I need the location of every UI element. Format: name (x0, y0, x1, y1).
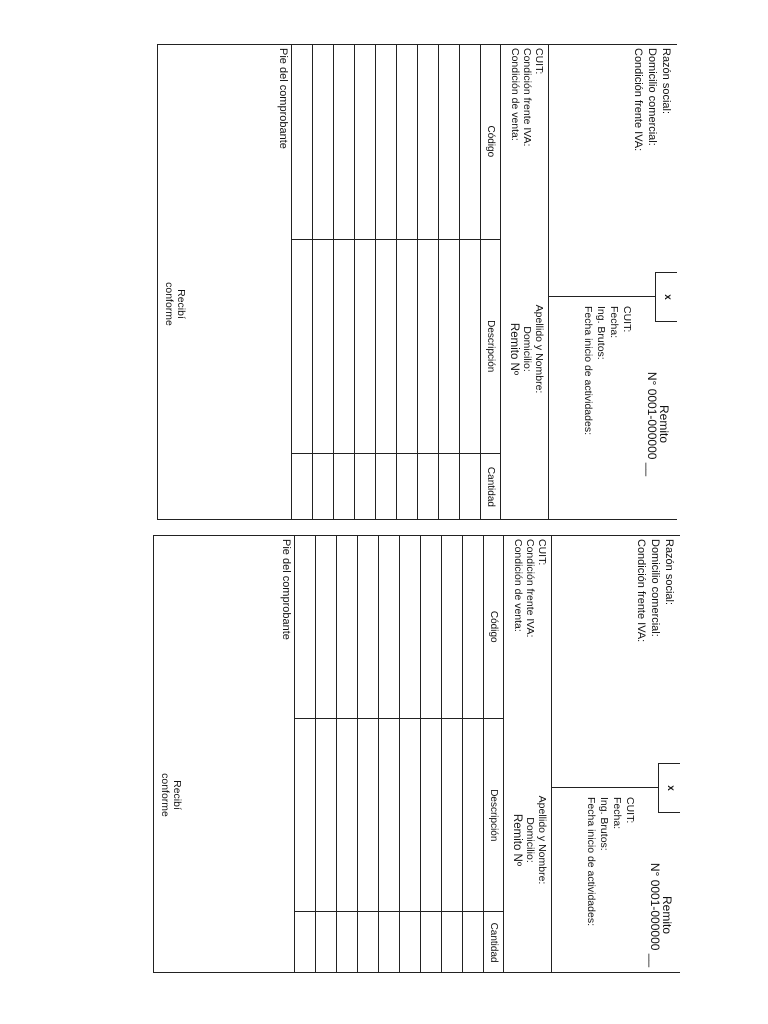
recibi-conforme (163, 204, 187, 404)
issuer-right-fields (584, 797, 636, 926)
table-row (418, 44, 439, 520)
client-condicion-iva: Condición frente IVA: (521, 48, 533, 147)
remito-number: N° 0001-000000 __ (648, 862, 662, 968)
table-row (337, 535, 358, 973)
items-table (298, 535, 504, 973)
invoice-type-box: x (655, 272, 677, 322)
issuer-fecha: Fecha: (611, 797, 623, 830)
cell-codigo[interactable] (442, 535, 463, 719)
issuer-razon-social: Razón social: (663, 539, 675, 606)
column-cantidad: Cantidad (481, 453, 502, 520)
cell-descripcion[interactable] (337, 719, 358, 912)
client-left-fields (509, 48, 545, 146)
items-table (295, 44, 501, 520)
cell-cantidad[interactable] (442, 912, 463, 973)
remito-no-label: Remito Nº (511, 813, 523, 867)
issuer-condicion-iva: Condición frente IVA: (632, 48, 644, 152)
client-cuit: CUIT: (536, 539, 548, 566)
cell-descripcion[interactable] (358, 719, 379, 912)
cell-codigo[interactable] (463, 535, 484, 719)
issuer-domicilio: Domicilio comercial: (649, 539, 661, 637)
issuer-razon-social: Razón social: (660, 48, 672, 115)
cell-descripcion[interactable] (316, 719, 337, 912)
issuer-fecha: Fecha: (608, 306, 620, 339)
cell-codigo[interactable] (400, 535, 421, 719)
cell-cantidad[interactable] (400, 912, 421, 973)
client-condicion-venta: Condición de venta: (509, 48, 521, 141)
cell-codigo[interactable] (397, 44, 418, 239)
table-row (313, 44, 334, 520)
cell-descripcion[interactable] (397, 239, 418, 453)
recibi-line-1: Recibí (171, 780, 183, 810)
table-row (316, 535, 337, 973)
remito-no-label: Remito Nº (508, 322, 520, 376)
cell-codigo[interactable] (358, 535, 379, 719)
table-row (397, 44, 418, 520)
issuer-ing-brutos: Ing. Brutos: (598, 797, 610, 851)
cell-descripcion[interactable] (313, 239, 334, 453)
cell-descripcion[interactable] (442, 719, 463, 912)
cell-cantidad[interactable] (379, 912, 400, 973)
client-cuit: CUIT: (533, 48, 545, 75)
remito-form-top (157, 44, 677, 520)
cell-cantidad[interactable] (460, 453, 481, 520)
cell-codigo[interactable] (418, 44, 439, 239)
cell-cantidad[interactable] (334, 453, 355, 520)
header-divider (552, 787, 658, 788)
issuer-fields (634, 539, 676, 642)
form-header (551, 535, 680, 973)
cell-codigo[interactable] (313, 44, 334, 239)
issuer-right-fields (581, 306, 633, 435)
cell-descripcion[interactable] (400, 719, 421, 912)
client-domicilio: Domicilio: (521, 326, 533, 372)
cell-descripcion[interactable] (463, 719, 484, 912)
cell-codigo[interactable] (439, 44, 460, 239)
table-row (355, 44, 376, 520)
client-apellido-nombre: Apellido y Nombre: (536, 795, 548, 885)
issuer-condicion-iva: Condición frente IVA: (635, 539, 647, 643)
cell-codigo[interactable] (376, 44, 397, 239)
issuer-cuit: CUIT: (624, 797, 636, 824)
table-row (463, 535, 484, 973)
issuer-ing-brutos: Ing. Brutos: (595, 306, 607, 360)
cell-codigo[interactable] (334, 44, 355, 239)
cell-descripcion[interactable] (439, 239, 460, 453)
cell-descripcion[interactable] (376, 239, 397, 453)
form-footer (153, 535, 298, 973)
table-row (439, 44, 460, 520)
cell-codigo[interactable] (460, 44, 481, 239)
cell-cantidad[interactable] (337, 912, 358, 973)
column-descripcion: Descripción (484, 719, 505, 912)
items-header-row (481, 44, 502, 520)
column-codigo: Código (481, 44, 502, 239)
client-condicion-venta: Condición de venta: (512, 539, 524, 632)
cell-descripcion[interactable] (379, 719, 400, 912)
remito-title: Remito (660, 895, 674, 934)
cell-descripcion[interactable] (421, 719, 442, 912)
client-condicion-iva: Condición frente IVA: (524, 539, 536, 638)
client-domicilio: Domicilio: (524, 817, 536, 863)
client-block (503, 535, 552, 973)
table-row (421, 535, 442, 973)
cell-codigo[interactable] (421, 535, 442, 719)
cell-cantidad[interactable] (355, 453, 376, 520)
issuer-domicilio: Domicilio comercial: (646, 48, 658, 146)
table-row (400, 535, 421, 973)
cell-cantidad[interactable] (376, 453, 397, 520)
cell-cantidad[interactable] (421, 912, 442, 973)
cell-descripcion[interactable] (460, 239, 481, 453)
recibi-line-2: conforme (163, 282, 175, 326)
recibi-line-1: Recibí (175, 289, 187, 319)
client-left-fields (512, 539, 548, 637)
cell-cantidad[interactable] (358, 912, 379, 973)
cell-codigo[interactable] (337, 535, 358, 719)
table-row (334, 44, 355, 520)
issuer-cuit: CUIT: (621, 306, 633, 333)
remito-number: N° 0001-000000 __ (645, 371, 659, 477)
form-footer (157, 44, 295, 520)
footer-label: Pie del comprobante (280, 539, 292, 640)
client-right-fields (511, 735, 548, 945)
invoice-type-box: x (658, 763, 680, 813)
column-codigo: Código (484, 535, 505, 719)
table-row (442, 535, 463, 973)
cell-cantidad[interactable] (439, 453, 460, 520)
footer-label: Pie del comprobante (277, 48, 289, 149)
table-row (379, 535, 400, 973)
client-apellido-nombre: Apellido y Nombre: (533, 304, 545, 394)
table-row (376, 44, 397, 520)
table-row (460, 44, 481, 520)
column-cantidad: Cantidad (484, 912, 505, 973)
issuer-inicio-actividades: Fecha inicio de actividades: (582, 306, 594, 435)
column-descripcion: Descripción (481, 239, 502, 453)
issuer-fields (631, 48, 673, 151)
cell-codigo[interactable] (379, 535, 400, 719)
client-right-fields (508, 244, 545, 454)
cell-cantidad[interactable] (316, 912, 337, 973)
issuer-inicio-actividades: Fecha inicio de actividades: (585, 797, 597, 926)
cell-codigo[interactable] (316, 535, 337, 719)
client-block (500, 44, 549, 520)
cell-descripcion[interactable] (334, 239, 355, 453)
items-header-row (484, 535, 505, 973)
remito-form-bottom (153, 535, 680, 973)
cell-cantidad[interactable] (397, 453, 418, 520)
cell-cantidad[interactable] (418, 453, 439, 520)
remito-title: Remito (657, 404, 671, 443)
table-row (358, 535, 379, 973)
recibi-line-2: conforme (159, 773, 171, 817)
cell-codigo[interactable] (355, 44, 376, 239)
cell-cantidad[interactable] (313, 453, 334, 520)
form-header (548, 44, 677, 520)
cell-descripcion[interactable] (355, 239, 376, 453)
header-divider (549, 296, 655, 297)
cell-descripcion[interactable] (418, 239, 439, 453)
cell-cantidad[interactable] (463, 912, 484, 973)
recibi-conforme (159, 695, 183, 895)
